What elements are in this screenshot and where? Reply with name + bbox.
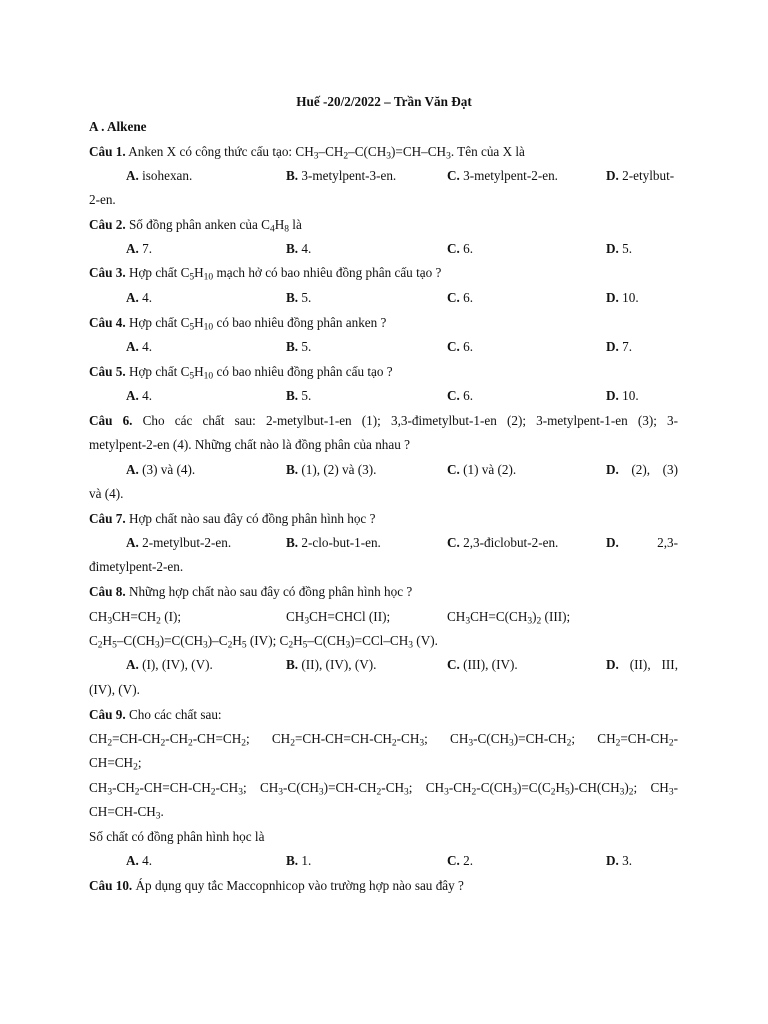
compound-IV-V: $C_2H_5-C(CH_3)=C(CH_3)-C_2H_5$ (IV); $C_2H_5-C(CH_3)=CCl-CH_3$ (V).	[89, 633, 438, 651]
option-a: A. 4.	[126, 388, 153, 403]
question-9-prompt: Số chất có đồng phân hình học là	[89, 829, 265, 844]
question-3: Câu 3. Hợp chất $C_5H_{10}$ mạch hở có bao nhiêu đồng phân cấu tạo ?	[89, 265, 442, 283]
option-d: D. (2), (3)	[606, 462, 678, 477]
option-d: D. 2-etylbut-	[606, 168, 675, 183]
option-c: C. (1) và (2).	[447, 462, 517, 477]
option-c: C. 6.	[447, 290, 474, 305]
question-7: Câu 7. Hợp chất nào sau đây có đồng phân hình học ?	[89, 511, 376, 526]
option-b: B. 1.	[286, 853, 312, 868]
option-d: D. (II), III,	[606, 657, 678, 672]
compound-list-line-2: $CH=CH_2$;	[89, 755, 142, 773]
option-c: C. 6.	[447, 388, 474, 403]
option-a: A. isohexan.	[126, 168, 193, 183]
option-c: C. 6.	[447, 241, 474, 256]
option-d: D. 10.	[606, 290, 639, 305]
question-4: Câu 4. Hợp chất $C_5H_{10}$ có bao nhiêu đồng phân anken ?	[89, 315, 387, 333]
question-1: Câu 1. Anken X có công thức cấu tạo: $CH_3-CH_2-C(CH_3)=CH-CH_3$. Tên của X là	[89, 144, 525, 162]
question-2: Câu 2. Số đồng phân anken của $C_4H_8$ là	[89, 217, 302, 235]
option-b: B. (II), (IV), (V).	[286, 657, 377, 672]
option-d: D. 3.	[606, 853, 633, 868]
option-c: C. 2.	[447, 853, 474, 868]
option-a: A. 4.	[126, 290, 153, 305]
option-b: B. 3-metylpent-3-en.	[286, 168, 397, 183]
option-c: C. 3-metylpent-2-en.	[447, 168, 558, 183]
page-title: Huế -20/2/2022 – Trần Văn Đạt	[296, 94, 472, 109]
option-b: B. 5.	[286, 388, 312, 403]
question-5: Câu 5. Hợp chất $C_5H_{10}$ có bao nhiêu đồng phân cấu tạo ?	[89, 364, 393, 382]
question-10: Câu 10. Áp dụng quy tắc Maccopnhicop vào trường hợp nào sau đây ?	[89, 878, 464, 893]
option-b: B. 5.	[286, 339, 312, 354]
option-d: D. 2,3-	[606, 535, 678, 550]
question-6: Câu 6. Cho các chất sau: 2-metylbut-1-en (1); 3,3-đimetylbut-1-en (2); 3-metylpent-1-en (3); 3-	[89, 413, 678, 428]
option-d-continued: (IV), (V).	[89, 682, 140, 697]
section-heading: A . Alkene	[89, 119, 147, 134]
option-a: A. (I), (IV), (V).	[126, 657, 213, 672]
option-a: A. 2-metylbut-2-en.	[126, 535, 232, 550]
option-b: B. (1), (2) và (3).	[286, 462, 377, 477]
option-b: B. 4.	[286, 241, 312, 256]
option-d: D. 10.	[606, 388, 639, 403]
question-9: Câu 9. Cho các chất sau:	[89, 707, 222, 722]
compound-list-line-4: $CH=CH-CH_3$.	[89, 804, 164, 822]
option-a: A. (3) và (4).	[126, 462, 196, 477]
option-b: B. 2-clo-but-1-en.	[286, 535, 381, 550]
compound-III: $CH_3CH=C(CH_3)_2$ (III);	[447, 609, 571, 627]
option-a: A. 4.	[126, 853, 153, 868]
option-c: C. 2,3-điclobut-2-en.	[447, 535, 559, 550]
option-d-continued: và (4).	[89, 486, 124, 501]
question-6-line-2: metylpent-2-en (4). Những chất nào là đồng phân của nhau ?	[89, 437, 410, 452]
option-a: A. 7.	[126, 241, 153, 256]
option-d: D. 5.	[606, 241, 633, 256]
option-a: A. 4.	[126, 339, 153, 354]
compound-I: $CH_3CH=CH_2$ (I);	[89, 609, 182, 627]
compound-list-line-1: $CH_2=CH-CH_2-CH_2-CH=CH_2$; $CH_2=CH-CH=CH-CH_2-CH_3$; $CH_3-C(CH_3)=CH-CH_2$; $CH_2=CH-CH_2-$	[89, 731, 678, 749]
option-b: B. 5.	[286, 290, 312, 305]
option-d-continued: 2-en.	[89, 192, 116, 207]
option-c: C. 6.	[447, 339, 474, 354]
compound-II: $CH_3CH=CHCl$ (II);	[286, 609, 391, 627]
compound-list-line-3: $CH_3-CH_2-CH=CH-CH_2-CH_3$; $CH_3-C(CH_3)=CH-CH_2-CH_3$; $CH_3-CH_2-C(CH_3)=C(C_2H_5)-CH(CH_3)_2$; $CH_3-$	[89, 780, 678, 798]
question-8: Câu 8. Những hợp chất nào sau đây có đồng phân hình học ?	[89, 584, 413, 599]
option-d: D. 7.	[606, 339, 633, 354]
option-d-continued: đimetylpent-2-en.	[89, 559, 184, 574]
option-c: C. (III), (IV).	[447, 657, 518, 672]
